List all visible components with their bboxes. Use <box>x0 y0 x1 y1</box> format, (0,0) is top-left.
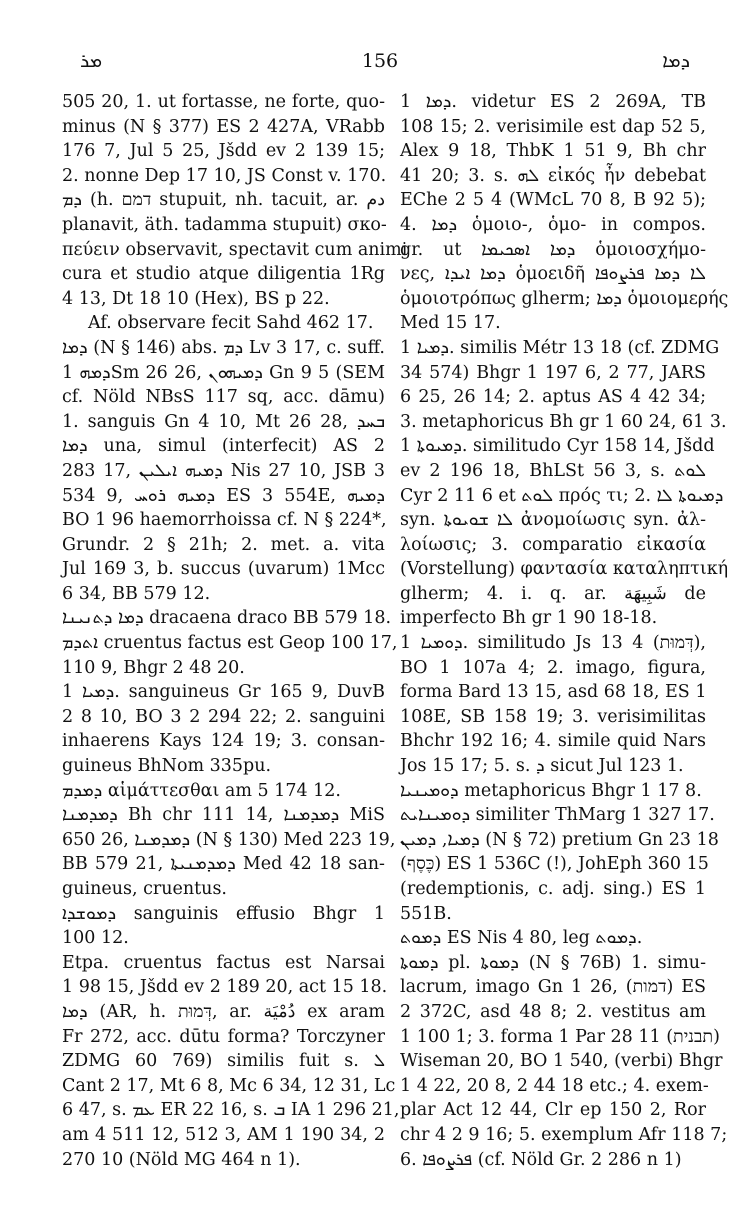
entry-line: 3. metaphoricus Bh gr 1 60 24, 61 3. <box>400 411 727 432</box>
entry-line: ܕܡܐ 1. videtur ES 2 269A, TB <box>400 92 706 112</box>
entry-line: Af. observare fecit Sahd 462 17. <box>88 313 374 334</box>
entry-line: ܕܘܡܝܐ 1. similitudo Js 13 4 (דְּמוּת), <box>400 633 706 654</box>
entry-line: 551B. <box>400 903 452 924</box>
entry-line: chr 4 2 9 16; 5. exemplum Afr 118 7; <box>400 1124 728 1145</box>
entry-line: 4 13, Dt 18 10 (Hex), BS p 22. <box>62 288 330 309</box>
entry-line: ܕܡ (h. דמם stupuit, nh. tacuit, ar. دم <box>62 190 385 211</box>
entry-line: Med 15 17. <box>400 313 501 334</box>
entry-line: νες, ܕܡܐ ܐܝܕܐ ὁμοειδῆ ܠܐ ܕܡܐ ܦܪܨܘܦܐ <box>400 264 706 285</box>
entry-line: ܕܡܘܬ ES Nis 4 80, leg ܕܡܘܬ. <box>400 928 643 949</box>
entry-line: glherm; 4. i. q. ar. شَبِيهَة de <box>400 583 706 604</box>
entry-line: ܕܡܐ una, simul (interfecit) AS 2 <box>62 436 385 457</box>
entry-line: ZDMG 60 769) similis fuit s. ܠ <box>62 1051 385 1072</box>
entry-line: 41 20; 3. s. ܠܗ εἰκός ἦν debebat <box>400 165 706 186</box>
entry-line: gr. ut ܕܡܐ ܐܣܟܝܡܐ ὁμοιοσχήμο- <box>400 239 707 260</box>
entry-line: ܐܬܕܡ cruentus factus est Geop 100 17, <box>62 633 398 654</box>
entry-line: 650 26, ܕܡܕܡܢܐ (N § 130) Med 223 19, <box>62 829 396 850</box>
entry-line: planavit, äth. tadamma stupuit) σκο- <box>62 214 387 235</box>
entry-line: Alex 9 18, ThbK 1 51 9, Bh chr <box>400 141 706 162</box>
entry-line: cura et studio atque diligentia 1Rg <box>62 264 385 285</box>
entry-line: 270 10 (Nöld MG 464 n 1). <box>62 1149 301 1170</box>
entry-line: am 4 511 12, 512 3, AM 1 190 34, 2 <box>62 1124 385 1145</box>
entry-line: 505 20, 1. ut fortasse, ne forte, quo- <box>62 92 385 112</box>
entry-line: inhaerens Kays 124 19; 3. consan- <box>62 731 385 752</box>
entry-line: BB 579 21, ܕܡܕܡܢܝܬܐ Med 42 18 san- <box>62 854 385 875</box>
entry-line: 100 12. <box>62 928 129 949</box>
entry-line: Grundr. 2 § 21h; 2. met. a. vita <box>62 534 385 555</box>
entry-line: ܕܘܡܝܢܐܝܬ similiter ThMarg 1 327 17. <box>400 805 715 826</box>
entry-line: Etpa. cruentus factus est Narsai <box>62 952 385 973</box>
entry-line: 4. ܕܡܐ ὁμοιο-, ὁμο- in compos. <box>400 214 706 235</box>
entry-line: 2 372C, asd 48 8; 2. vestitus am <box>400 1001 706 1022</box>
entry-line: 1 98 15, Jšdd ev 2 189 20, act 15 18. <box>62 977 388 998</box>
entry-line: ܕܡܝܐ 1. sanguineus Gr 165 9, DuvB <box>62 682 385 703</box>
entry-line: ܕܡܐ (N § 146) abs. ܕܡ Lv 3 17, c. suff. <box>62 337 385 358</box>
entry-line: 110 9, Bhgr 2 48 20. <box>62 657 245 678</box>
entry-line: 6 34, BB 579 12. <box>62 583 211 604</box>
entry-line: ܕܡܝܐ, ܕܡܝܢ (N § 72) pretium Gn 23 18 <box>400 829 719 850</box>
entry-line: 108 15; 2. verisimile est dap 52 5, <box>400 116 706 137</box>
entry-line: ev 2 196 18, BhLSt 56 3, s. ܠܘܬ <box>400 460 706 481</box>
entry-line: 1 100 1; 3. forma 1 Par 28 11 (תבנית) <box>400 1026 720 1047</box>
entry-line: Fr 272, acc. dūtu forma? Torczyner <box>62 1026 385 1047</box>
entry-line: lacrum, imago Gn 1 26, (דמות) ES <box>400 977 707 998</box>
entry-line: 34 574) Bhgr 1 197 6, 2 77, JARS <box>400 362 706 383</box>
entry-line: 1 4 22, 20 8, 2 44 18 etc.; 4. exem- <box>400 1075 709 1096</box>
page-header <box>60 50 700 80</box>
entry-line: BO 1 96 haemorrhoissa cf. N § 224*, <box>62 510 387 531</box>
entry-line: 108E, SB 158 19; 3. verisimilitas <box>400 706 706 727</box>
entry-line: (redemptionis, c. adj. sing.) ES 1 <box>400 879 706 899</box>
entry-line: syn. ܠܐ ܫܘܝܘܬܐ ἀνομοίωσις syn. ἀλ- <box>400 510 706 531</box>
entry-line: 176 7, Jul 5 25, Jšdd ev 2 139 15; <box>62 141 385 162</box>
entry-line: ܕܘܡܝܢܝܐ metaphoricus Bhgr 1 17 8. <box>400 780 702 801</box>
entry-line: guineus, cruentus. <box>62 879 227 899</box>
entry-line: (Vorstellung) φαντασία καταληπτική <box>400 559 729 580</box>
entry-line: 283 17, ܕܡܝܗ ܐܝܠܝܢ Nis 27 10, JSB 3 <box>62 460 385 481</box>
entry-line: ܕܡܘܫܕܐ sanguinis effusio Bhgr 1 <box>62 903 385 924</box>
running-head-left: ܡܪ <box>80 50 103 72</box>
entry-line: Jul 169 3, b. succus (uvarum) 1Mcc <box>62 559 385 580</box>
entry-line: 6. ܦܪܨܘܦܐ (cf. Nöld Gr. 2 286 n 1) <box>400 1149 682 1170</box>
entry-line: (כֶּסֶף) ES 1 536C (!), JohEph 360 15 <box>400 854 709 875</box>
entry-line: ܕܡܘܬܐ pl. ܕܡܘܬܐ (N § 76B) 1. simu- <box>400 952 706 973</box>
entry-line: 2 8 10, BO 3 2 294 22; 2. sanguini <box>62 706 385 727</box>
entry-line: ܕܡܗ 1Sm 26 26, ܕܡܝܗܘܢ Gn 9 5 (SEM <box>62 362 385 383</box>
entry-line: ܕܡܐ (AR, h. דְּמוּת, ar. دُمْيَة ex aram <box>62 1001 385 1022</box>
entry-line: Jos 15 17; 5. s. ܕ sicut Jul 123 1. <box>400 756 684 777</box>
entry-line: πεύειν observavit, spectavit cum animi <box>62 239 408 260</box>
entry-line: ܕܡܝܘܬܐ 1. similitudo Cyr 158 14, Jšdd <box>400 436 715 457</box>
entry-line: 6 47, s. ܥܡ ER 22 16, s. ܒ IA 1 296 21, <box>62 1100 400 1121</box>
entry-line: 534 9, ܕܡܝܗ ܪܘܚ ES 3 554E, ܕܡܝܗ <box>62 485 386 506</box>
entry-line: ܕܡܕܡ αἱμάττεσθαι am 5 174 12. <box>62 780 341 801</box>
entry-line: imperfecto Bh gr 1 90 18-18. <box>400 608 658 629</box>
entry-line: 1. sanguis Gn 4 10, Mt 26 28, ܒܚܕ <box>62 411 385 432</box>
entry-line: Wiseman 20, BO 1 540, (verbi) Bhgr <box>400 1051 723 1072</box>
page-number: 156 <box>361 50 399 72</box>
entry-line: Cyr 2 11 6 et ܠܘܬ πρός τι; 2. ܕܡܝܘܬܐ ܠܐ <box>400 485 724 506</box>
entry-line: 6 25, 26 14; 2. aptus AS 4 42 34; <box>400 387 706 408</box>
entry-line: Bhchr 192 16; 4. simile quid Nars <box>400 731 706 752</box>
entry-line: ܕܡܝܐ 1. similis Métr 13 18 (cf. ZDMG <box>400 337 720 358</box>
entry-line: Cant 2 17, Mt 6 8, Mc 6 34, 12 31, Lc <box>62 1075 396 1096</box>
entry-line: λοίωσις; 3. comparatio εἰκασία <box>400 534 706 555</box>
entry-line: ܕܡܐ ܕܬܢܝܢܐ dracaena draco BB 579 18. <box>62 608 392 629</box>
running-head-right: ܕܡܐ <box>662 50 690 72</box>
entry-line: ὁμοιοτρόπως glherm; ܕܡܐ ὁμοιομερής <box>400 288 729 309</box>
entry-line: cf. Nöld NBsS 117 sq, acc. dāmu) <box>62 387 385 408</box>
entry-line: minus (N § 377) ES 2 427A, VRabb <box>62 116 385 137</box>
left-column <box>62 90 408 1172</box>
entry-line: EChe 2 5 4 (WMcL 70 8, B 92 5); <box>400 190 706 211</box>
entry-line: ܕܡܕܡܢܐ Bh chr 111 14, ܕܡܕܡܢܐ MiS <box>62 805 385 826</box>
entry-line: plar Act 12 44, Clr ep 150 2, Ror <box>400 1100 706 1121</box>
entry-line: forma Bard 13 15, asd 68 18, ES 1 <box>400 682 707 703</box>
entry-line: 2. nonne Dep 17 10, JS Const v. 170. <box>62 165 387 186</box>
entry-line: BO 1 107a 4; 2. imago, figura, <box>400 657 706 678</box>
right-column <box>400 90 729 1172</box>
entry-line: guineus BhNom 335pu. <box>62 756 272 777</box>
